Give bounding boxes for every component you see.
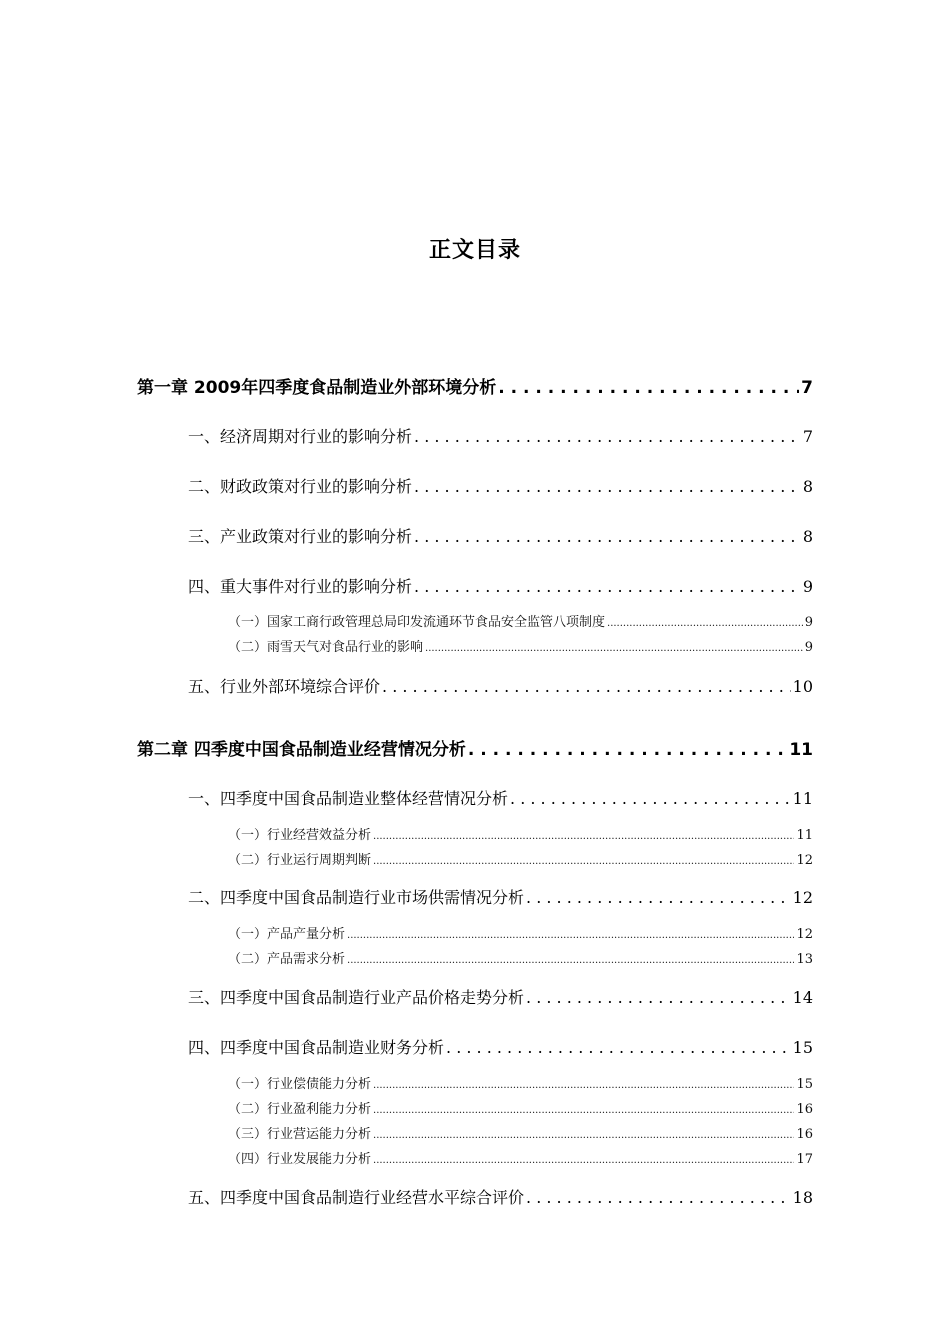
- toc-subsection[interactable]: [228, 1148, 813, 1167]
- toc-subsection[interactable]: [228, 948, 813, 967]
- toc-page-number: 16: [796, 1102, 813, 1117]
- toc-label: （二）行业盈利能力分析: [228, 1102, 372, 1117]
- toc-label: 二、四季度中国食品制造行业市场供需情况分析: [188, 888, 525, 907]
- toc-subsection[interactable]: [228, 636, 813, 655]
- toc-label: （四）行业发展能力分析: [228, 1152, 372, 1167]
- toc-chapter-2[interactable]: [137, 735, 813, 760]
- toc-section[interactable]: [188, 674, 813, 697]
- dot-leader: [373, 856, 794, 867]
- toc-page-number: 11: [796, 828, 813, 843]
- toc-page-number: 8: [802, 477, 813, 496]
- toc-subsection[interactable]: [228, 849, 813, 868]
- dot-leader: [373, 1130, 794, 1141]
- toc-page-number: 9: [804, 615, 813, 630]
- toc-page-number: 14: [792, 988, 813, 1007]
- toc-page-number: 10: [792, 677, 813, 696]
- dot-leader: [373, 1080, 794, 1091]
- toc-section[interactable]: [188, 574, 813, 597]
- dot-leader: [425, 643, 803, 654]
- toc-section[interactable]: [188, 985, 813, 1008]
- toc-label: （三）行业营运能力分析: [228, 1127, 372, 1142]
- toc-page-number: 15: [792, 1038, 813, 1057]
- toc-label: 五、行业外部环境综合评价: [188, 677, 381, 696]
- toc-page-number: 12: [796, 927, 813, 942]
- toc-subsection[interactable]: [228, 1073, 813, 1092]
- toc-page-number: 11: [789, 740, 813, 760]
- dot-leader: [526, 988, 791, 1007]
- toc-section[interactable]: [188, 1035, 813, 1058]
- toc-section[interactable]: [188, 1185, 813, 1208]
- toc-subsection[interactable]: [228, 1123, 813, 1142]
- dot-leader: [347, 955, 794, 966]
- toc-label: （二）产品需求分析: [228, 952, 346, 967]
- toc-section[interactable]: [188, 524, 813, 547]
- toc-subsection[interactable]: [228, 611, 813, 630]
- page-title: 正文目录: [428, 238, 521, 263]
- toc-label: 五、四季度中国食品制造行业经营水平综合评价: [188, 1188, 525, 1207]
- toc-page-number: 13: [796, 952, 813, 967]
- dot-leader: [526, 1188, 791, 1207]
- toc-subsection[interactable]: [228, 923, 813, 942]
- dot-leader: [414, 477, 801, 496]
- toc-label: （一）行业经营效益分析: [228, 828, 372, 843]
- dot-leader: [414, 527, 801, 546]
- toc-label: 第一章 2009年四季度食品制造业外部环境分析: [137, 378, 497, 398]
- toc-label: 一、经济周期对行业的影响分析: [188, 427, 413, 446]
- dot-leader: [607, 618, 803, 629]
- toc-label: （二）行业运行周期判断: [228, 853, 372, 868]
- dot-leader: [382, 677, 791, 696]
- dot-leader: [526, 888, 791, 907]
- toc-label: （一）行业偿债能力分析: [228, 1077, 372, 1092]
- toc-page-number: 15: [796, 1077, 813, 1092]
- toc-section[interactable]: [188, 424, 813, 447]
- toc-label: 三、四季度中国食品制造行业产品价格走势分析: [188, 988, 525, 1007]
- toc-label: （一）产品产量分析: [228, 927, 346, 942]
- toc-label: （二）雨雪天气对食品行业的影响: [228, 640, 424, 655]
- dot-leader: [373, 1105, 794, 1116]
- toc-page-number: 7: [802, 427, 813, 446]
- dot-leader: [373, 1155, 794, 1166]
- toc-label: 第二章 四季度中国食品制造业经营情况分析: [137, 740, 466, 760]
- dot-leader: [510, 789, 791, 808]
- toc-subsection[interactable]: [228, 1098, 813, 1117]
- toc-page-number: 16: [796, 1127, 813, 1142]
- toc-chapter-1[interactable]: [137, 373, 813, 398]
- dot-leader: [373, 831, 794, 842]
- toc-section[interactable]: [188, 474, 813, 497]
- toc-page-number: 9: [804, 640, 813, 655]
- toc-page-number: 7: [801, 378, 813, 398]
- dot-leader: [468, 740, 787, 760]
- toc-page-number: 18: [792, 1188, 813, 1207]
- toc-section[interactable]: [188, 885, 813, 908]
- toc-page-number: 8: [802, 527, 813, 546]
- toc-label: 三、产业政策对行业的影响分析: [188, 527, 413, 546]
- toc-page-number: 12: [792, 888, 813, 907]
- toc-subsection[interactable]: [228, 824, 813, 843]
- toc-label: （一）国家工商行政管理总局印发流通环节食品安全监管八项制度: [228, 615, 606, 630]
- dot-leader: [347, 930, 794, 941]
- dot-leader: [446, 1038, 791, 1057]
- toc-page-number: 12: [796, 853, 813, 868]
- toc-page-number: 17: [796, 1152, 813, 1167]
- toc-label: 四、重大事件对行业的影响分析: [188, 577, 413, 596]
- dot-leader: [498, 378, 799, 398]
- dot-leader: [414, 427, 801, 446]
- toc-page-number: 11: [792, 789, 813, 808]
- toc-label: 二、财政政策对行业的影响分析: [188, 477, 413, 496]
- toc-page-number: 9: [802, 577, 813, 596]
- toc-section[interactable]: [188, 786, 813, 809]
- toc-label: 四、四季度中国食品制造业财务分析: [188, 1038, 445, 1057]
- dot-leader: [414, 577, 801, 596]
- toc-label: 一、四季度中国食品制造业整体经营情况分析: [188, 789, 509, 808]
